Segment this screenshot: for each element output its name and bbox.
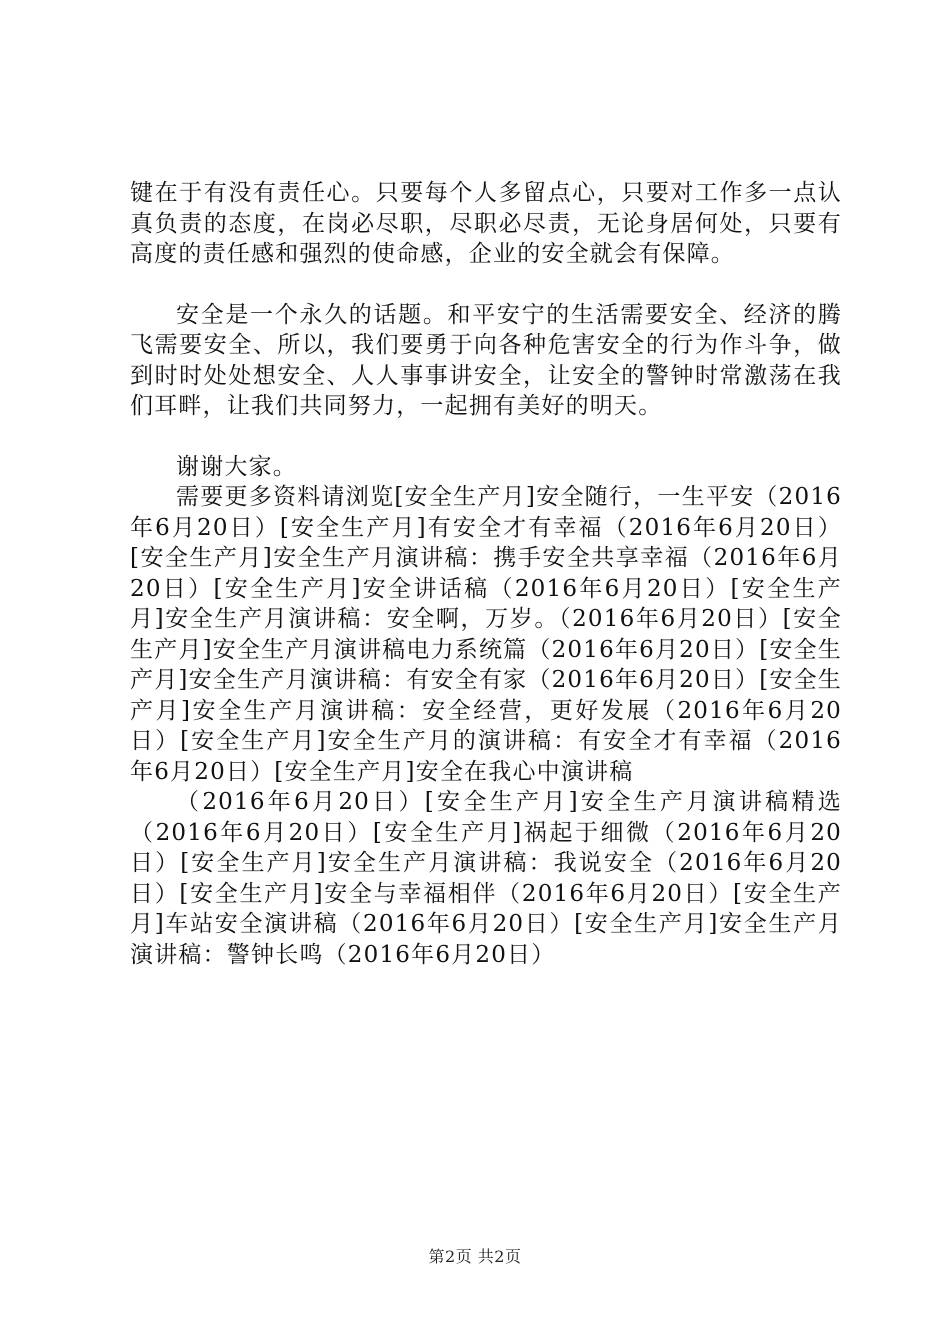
paragraph-thanks: 谢谢大家。 <box>176 453 297 480</box>
document-body <box>130 178 842 970</box>
page-number-label: 第2页 共2页 <box>428 1247 522 1266</box>
paragraph-more-resources-continued: （2016年6月20日）[安全生产月]安全生产月演讲稿精选（2016年6月20日）[安全生产月]祸起于细微（2016年6月20日）[安全生产月]安全生产月演讲稿：我说安全（2016年6月20日）[安全生产月]安全与幸福相伴（2016年6月20日）[安全生产月]车站安全演讲稿（2016年6月20日）[安全生产月]安全生产月演讲稿：警钟长鸣（2016年6月20日） <box>130 789 842 968</box>
page-footer <box>0 1244 950 1267</box>
paragraph-responsibility: 键在于有没有责任心。只要每个人多留点心，只要对工作多一点认真负责的态度，在岗必尽职，尽职必尽责，无论身居何处，只要有高度的责任感和强烈的使命感，企业的安全就会有保障。 <box>130 180 842 267</box>
paragraph-safety-topic: 安全是一个永久的话题。和平安宁的生活需要安全、经济的腾飞需要安全、所以，我们要勇于向各种危害安全的行为作斗争，做到时时处处想安全、人人事事讲安全，让安全的警钟时常激荡在我们耳畔，让我们共同努力，一起拥有美好的明天。 <box>130 301 842 419</box>
paragraph-more-resources: 需要更多资料请浏览[安全生产月]安全随行，一生平安（2016年6月20日）[安全生产月]有安全才有幸福（2016年6月20日）[安全生产月]安全生产月演讲稿：携手安全共享幸福（2016年6月20日）[安全生产月]安全讲话稿（2016年6月20日）[安全生产月]安全生产月演讲稿：安全啊，万岁。（2016年6月20日）[安全生产月]安全生产月演讲稿电力系统篇（2016年6月20日）[安全生产月]安全生产月演讲稿：有安全有家（2016年6月20日）[安全生产月]安全生产月演讲稿：安全经营，更好发展（2016年6月20日）[安全生产月]安全生产月的演讲稿：有安全才有幸福（2016年6月20日）[安全生产月]安全在我心中演讲稿 <box>130 484 842 785</box>
